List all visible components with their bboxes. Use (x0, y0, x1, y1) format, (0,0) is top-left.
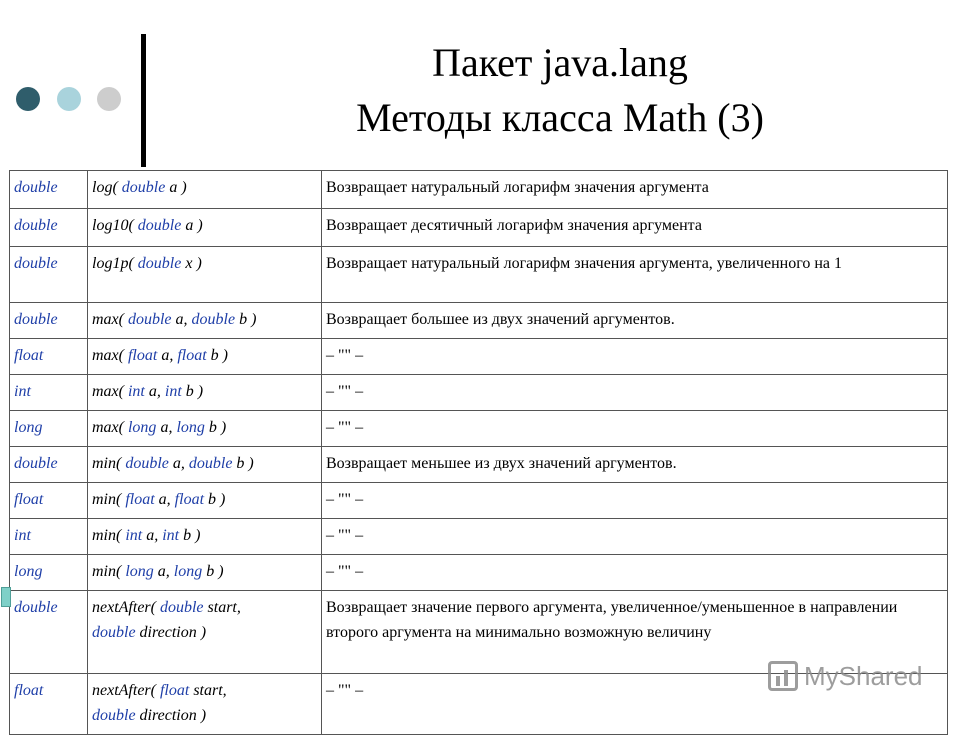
return-type: long (10, 411, 88, 447)
return-type: float (10, 483, 88, 519)
method-description: – "" – (322, 483, 948, 519)
method-description: – "" – (322, 519, 948, 555)
method-description: Возвращает значение первого аргумента, увеличенное/уменьшенное в направлении второго аргумента на минимально возможную величину (322, 591, 948, 674)
method-description: – "" – (322, 555, 948, 591)
page-title: Пакет java.lang (432, 40, 688, 85)
watermark-text: MyShared (804, 660, 923, 691)
return-type: double (10, 247, 88, 303)
method-signature: min( int a, int b ) (88, 519, 322, 555)
decor-dot-dark (16, 87, 40, 111)
method-signature: log( double a ) (88, 171, 322, 209)
table-row (10, 171, 948, 209)
table-row (10, 447, 948, 483)
table-row (10, 483, 948, 519)
decor-dot-gray (97, 87, 121, 111)
method-description: – "" – (322, 674, 948, 735)
method-signature: max( long a, long b ) (88, 411, 322, 447)
return-type: double (10, 447, 88, 483)
return-type: float (10, 339, 88, 375)
method-signature: log10( double a ) (88, 209, 322, 247)
table-row (10, 375, 948, 411)
method-description: Возвращает меньшее из двух значений аргументов. (322, 447, 948, 483)
method-description: – "" – (322, 411, 948, 447)
page-subtitle: Методы класса Math (3) (356, 95, 764, 140)
method-signature: min( float a, float b ) (88, 483, 322, 519)
slide-marker (1, 587, 11, 607)
method-signature: nextAfter( float start, double direction ) (88, 674, 322, 735)
method-signature: max( float a, float b ) (88, 339, 322, 375)
method-description: Возвращает натуральный логарифм значения аргумента, увеличенного на 1 (322, 247, 948, 303)
table-row (10, 339, 948, 375)
method-description: Возвращает большее из двух значений аргументов. (322, 303, 948, 339)
method-description: Возвращает натуральный логарифм значения аргумента (322, 171, 948, 209)
title-divider (141, 34, 146, 167)
return-type: double (10, 303, 88, 339)
return-type: int (10, 519, 88, 555)
decor-dot-light (57, 87, 81, 111)
method-description: Возвращает десятичный логарифм значения аргумента (322, 209, 948, 247)
return-type: float (10, 674, 88, 735)
chart-logo-icon (768, 661, 798, 691)
method-signature: min( long a, long b ) (88, 555, 322, 591)
method-signature: nextAfter( double start, double direction ) (88, 591, 322, 674)
method-signature: max( double a, double b ) (88, 303, 322, 339)
return-type: double (10, 171, 88, 209)
table-row (10, 303, 948, 339)
methods-table (9, 170, 948, 735)
method-description: – "" – (322, 375, 948, 411)
table-row (10, 247, 948, 303)
method-signature: log1p( double x ) (88, 247, 322, 303)
return-type: long (10, 555, 88, 591)
method-signature: min( double a, double b ) (88, 447, 322, 483)
return-type: int (10, 375, 88, 411)
table-row (10, 555, 948, 591)
return-type: double (10, 591, 88, 674)
method-signature: max( int a, int b ) (88, 375, 322, 411)
method-description: – "" – (322, 339, 948, 375)
watermark (768, 656, 923, 696)
table-row (10, 209, 948, 247)
table-row (10, 519, 948, 555)
table-row (10, 411, 948, 447)
return-type: double (10, 209, 88, 247)
